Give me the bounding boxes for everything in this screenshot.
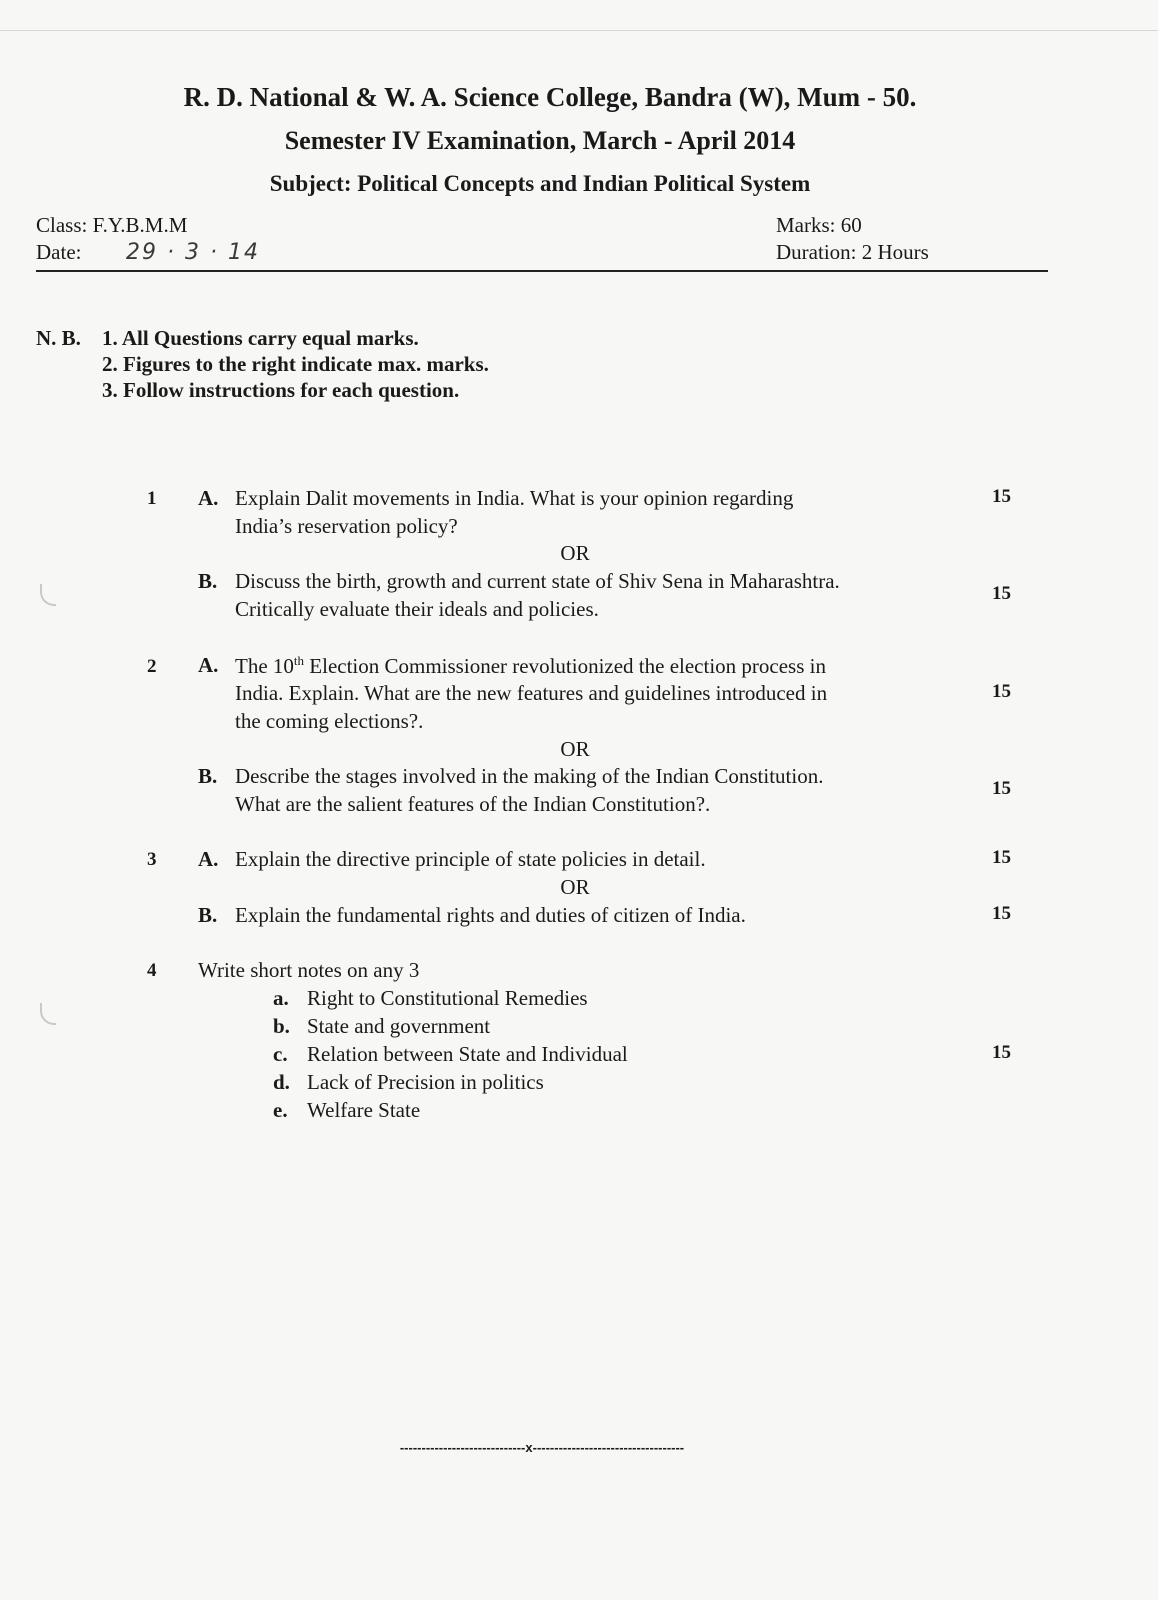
list-letter: c. xyxy=(273,1042,288,1066)
list-item: Relation between State and Individual xyxy=(307,1042,628,1066)
marks-label: Marks: 60 xyxy=(776,213,862,237)
or-separator: OR xyxy=(560,737,590,761)
or-separator: OR xyxy=(560,541,590,565)
note-item: 3. Follow instructions for each question. xyxy=(102,378,460,402)
date-label: Date: xyxy=(36,240,82,264)
question-text: The 10th Election Commissioner revolutionized the election process in xyxy=(235,653,826,678)
list-item: Lack of Precision in politics xyxy=(307,1070,544,1094)
question-text: Describe the stages involved in the making of the Indian Constitution. xyxy=(235,764,824,788)
question-text: the coming elections?. xyxy=(235,709,424,733)
list-item: State and government xyxy=(307,1014,491,1038)
question-text: What are the salient features of the Indian Constitution?. xyxy=(235,792,711,816)
marks-value: 15 xyxy=(992,903,1011,924)
option-letter: B. xyxy=(198,764,218,788)
note-item: 2. Figures to the right indicate max. marks. xyxy=(102,352,489,376)
exam-title: Semester IV Examination, March - April 2014 xyxy=(284,126,796,155)
scan-mark xyxy=(40,584,56,606)
marks-value: 15 xyxy=(992,847,1011,868)
marks-value: 15 xyxy=(992,778,1011,799)
option-letter: A. xyxy=(198,486,219,510)
marks-value: 15 xyxy=(992,681,1011,702)
subject-title: Subject: Political Concepts and Indian Political System xyxy=(269,171,811,196)
list-letter: a. xyxy=(273,986,289,1010)
question-text: India’s reservation policy? xyxy=(235,514,458,538)
college-title: R. D. National & W. A. Science College, Bandra (W), Mum - 50. xyxy=(183,82,917,112)
duration-label: Duration: 2 Hours xyxy=(776,240,929,264)
question-number: 2 xyxy=(147,656,157,677)
scan-mark xyxy=(40,1003,56,1025)
question-text: Write short notes on any 3 xyxy=(198,958,420,982)
option-letter: B. xyxy=(198,569,218,593)
nb-prefix: N. B. xyxy=(36,326,81,350)
question-number: 3 xyxy=(147,849,157,870)
header-divider xyxy=(36,270,1048,272)
marks-value: 15 xyxy=(992,486,1011,507)
list-letter: e. xyxy=(273,1098,288,1122)
end-marker: -----------------------------x----------------------------------- xyxy=(399,1440,685,1455)
question-text: India. Explain. What are the new features and guidelines introduced in xyxy=(235,681,828,705)
question-text: Critically evaluate their ideals and policies. xyxy=(235,597,599,621)
note-item: 1. All Questions carry equal marks. xyxy=(102,326,419,350)
marks-value: 15 xyxy=(992,1042,1011,1063)
scan-top-edge xyxy=(0,30,1158,31)
handwritten-date: 29 · 3 · 14 xyxy=(126,240,260,265)
list-letter: d. xyxy=(273,1070,290,1094)
list-item: Right to Constitutional Remedies xyxy=(307,986,588,1010)
question-text: Discuss the birth, growth and current state of Shiv Sena in Maharashtra. xyxy=(235,569,840,593)
option-letter: B. xyxy=(198,903,218,927)
question-number: 1 xyxy=(147,488,157,509)
question-number: 4 xyxy=(147,960,157,981)
marks-value: 15 xyxy=(992,583,1011,604)
option-letter: A. xyxy=(198,653,219,677)
list-item: Welfare State xyxy=(307,1098,421,1122)
question-text: Explain the fundamental rights and duties of citizen of India. xyxy=(235,903,746,927)
question-text: Explain Dalit movements in India. What is your opinion regarding xyxy=(235,486,794,510)
class-label: Class: F.Y.B.M.M xyxy=(36,213,188,237)
list-letter: b. xyxy=(273,1014,290,1038)
or-separator: OR xyxy=(560,875,590,899)
option-letter: A. xyxy=(198,847,219,871)
question-text: Explain the directive principle of state policies in detail. xyxy=(235,847,706,871)
